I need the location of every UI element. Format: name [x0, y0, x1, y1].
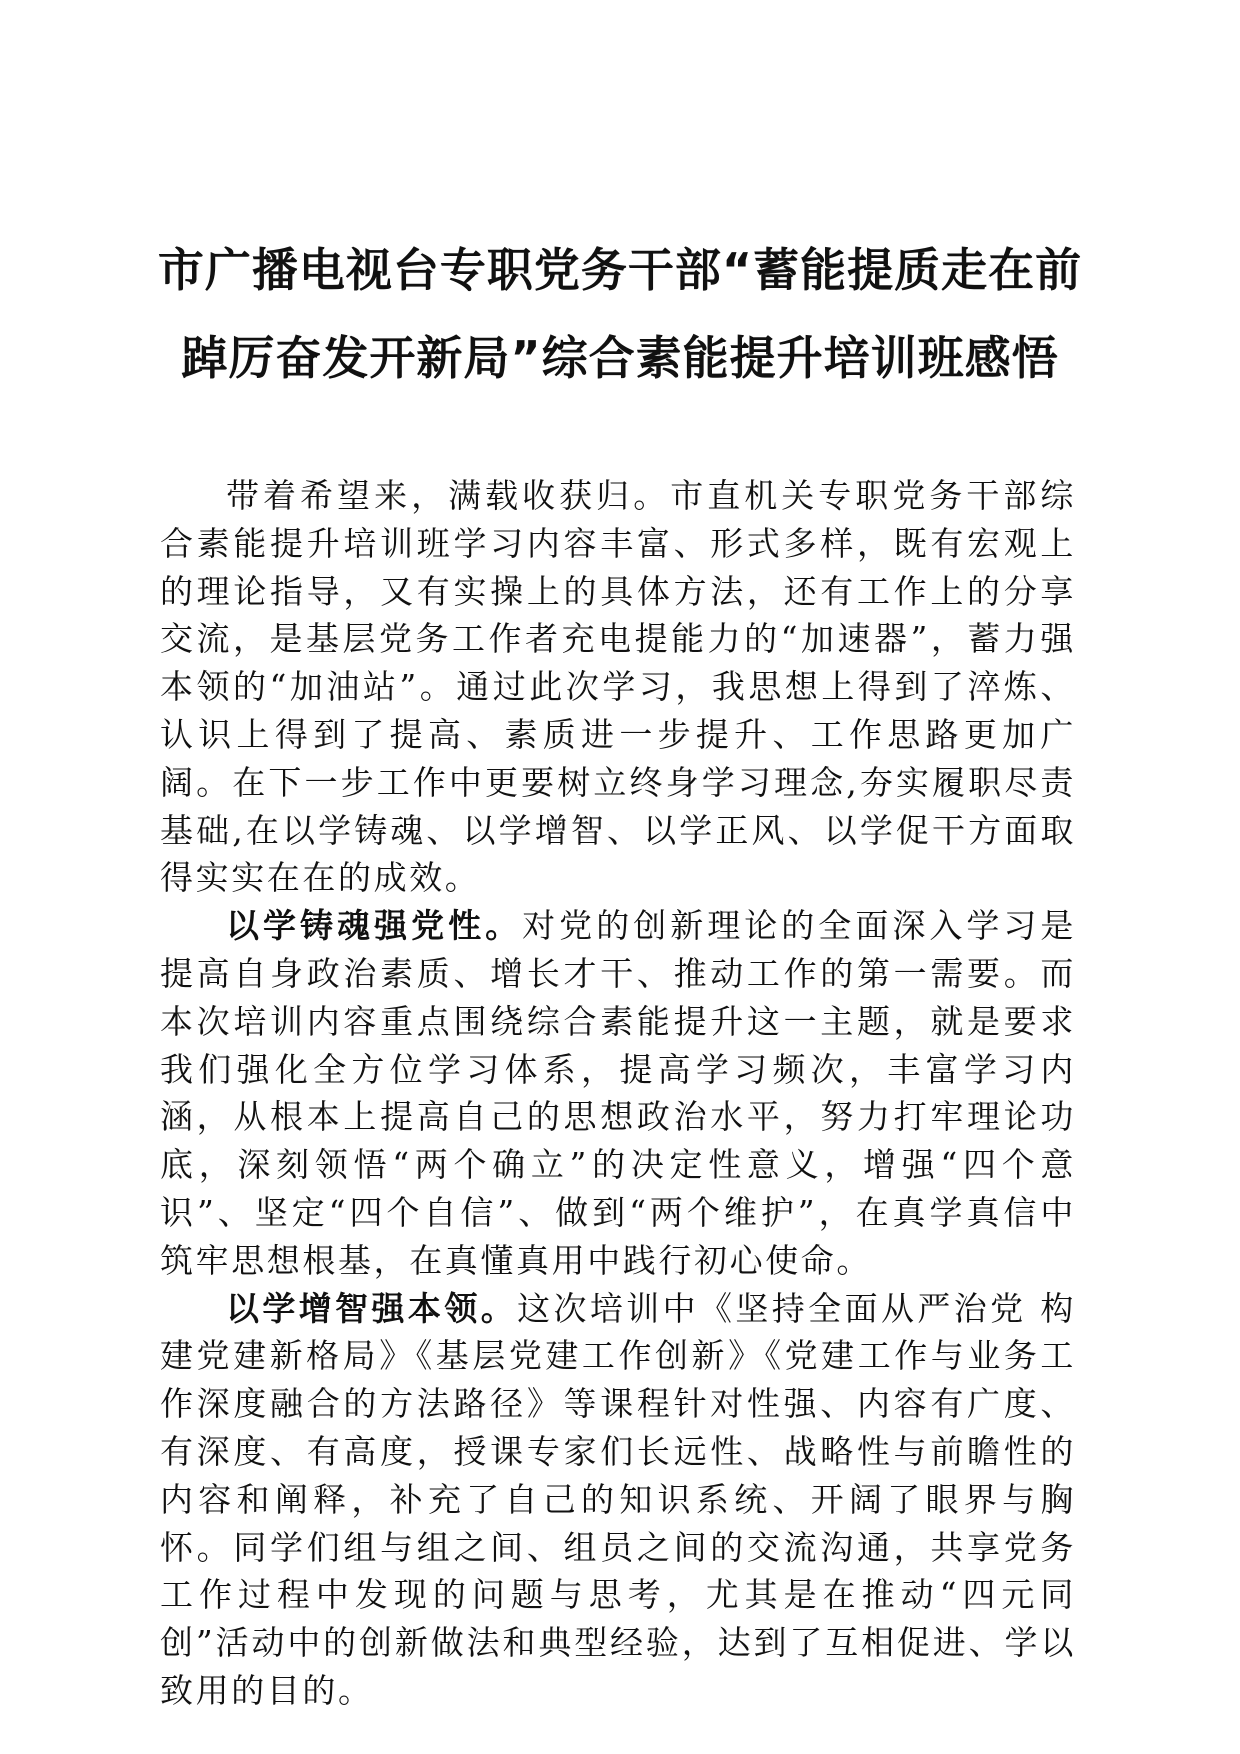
document-title: [150, 226, 1090, 402]
paragraph-intro: [160, 472, 1076, 902]
paragraph-lead: 以学增智强本领。: [226, 1288, 518, 1328]
document-body: [160, 472, 1076, 1715]
paragraph-lead: 以学铸魂强党性。: [226, 906, 523, 946]
title-line-1: 市广播电视台专职党务干部“蓄能提质走在前: [157, 243, 1083, 297]
title-line-2: 踔厉奋发开新局”综合素能提升培训班感悟: [181, 331, 1059, 385]
paragraph-text: 这次培训中《坚持全面从严治党 构建党建新格局》《基层党建工作创新》《党建工作与业务工作深度融合的方法路径》等课程针对性强、内容有广度、有深度、有高度，授课专家们长远性、战略性与前瞻性的内容和阐释，补充了自己的知识系统、开阔了眼界与胸怀。同学们组与组之间、组员之间的交流沟通，共享党务工作过程中发现的问题与思考，尤其是在推动“四元同创”活动中的创新做法和典型经验，达到了互相促进、学以致用的目的。: [160, 1288, 1076, 1710]
paragraph-text: 对党的创新理论的全面深入学习是提高自身政治素质、增长才干、推动工作的第一需要。而本次培训内容重点围绕综合素能提升这一主题，就是要求我们强化全方位学习体系，提高学习频次，丰富学习内涵，从根本上提高自己的思想政治水平，努力打牢理论功底，深刻领悟“两个确立”的决定性意义，增强“四个意识”、坚定“四个自信”、做到“两个维护”，在真学真信中筑牢思想根基，在真懂真用中践行初心使命。: [160, 906, 1077, 1280]
paragraph-wisdom: [160, 1285, 1076, 1715]
paragraph-text: 带着希望来，满载收获归。市直机关专职党务干部综合素能提升培训班学习内容丰富、形式多样，既有宏观上的理论指导，又有实操上的具体方法，还有工作上的分享交流，是基层党务工作者充电提能力的“加速器”，蓄力强本领的“加油站”。通过此次学习，我思想上得到了淬炼、认识上得到了提高、素质进一步提升、工作思路更加广阔。在下一步工作中更要树立终身学习理念,夯实履职尽责基础,在以学铸魂、以学增智、以学正风、以学促干方面取得实实在在的成效。: [160, 476, 1076, 898]
paragraph-soul: [160, 902, 1076, 1284]
